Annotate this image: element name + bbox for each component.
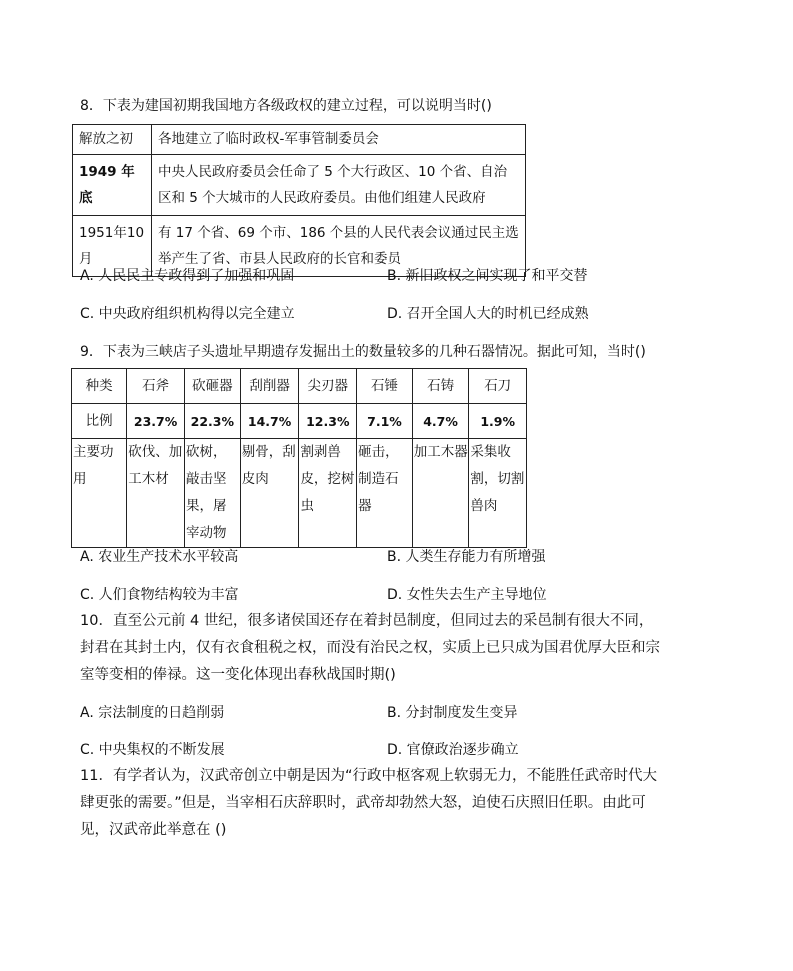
- q9-use-cell: 主要功用: [72, 439, 127, 548]
- q9-header-cell: 尖刃器: [299, 369, 357, 404]
- q9-header-cell: 种类: [72, 369, 127, 404]
- q9-header-cell: 石斧: [127, 369, 185, 404]
- q9-use-cell: 砍伐、加工木材: [127, 439, 185, 548]
- q9-header-cell: 石铸: [412, 369, 469, 404]
- q9-ratio-cell: 22.3%: [184, 404, 240, 439]
- table-row: [72, 439, 527, 548]
- q9-header-cell: 砍砸器: [184, 369, 240, 404]
- table-row: [73, 125, 526, 155]
- q9-ratio-cell: 7.1%: [357, 404, 413, 439]
- q10-option-d: D. 官僚政治逐步确立: [387, 742, 519, 758]
- q9-header-cell: 石锤: [357, 369, 413, 404]
- q8-option-d: D. 召开全国人大的时机已经成熟: [387, 306, 589, 322]
- q10-stem: 10．直至公元前 4 世纪，很多诸侯国还存在着封邑制度，但同过去的采邑制有很大不同，封君在其封土内，仅有衣食租税之权，而没有治民之权，实质上已只成为国君优厚大臣和宗室等变相的俸禄。这一变化体现出春秋战国时期(): [80, 613, 660, 683]
- q8-text-1: 各地建立了临时政权-军事管制委员会: [152, 125, 526, 155]
- table-row: [72, 369, 527, 404]
- q9-use-cell: 剔骨，刮皮肉: [240, 439, 299, 548]
- q9-table: [71, 368, 527, 548]
- q9-ratio-cell: 14.7%: [240, 404, 299, 439]
- table-row: [72, 404, 527, 439]
- q9-option-a: A. 农业生产技术水平较高: [80, 549, 239, 565]
- q8-text-3: 有 17 个省、69 个市、186 个县的人民代表会议通过民主选举产生了省、市县人民政府的长官和委员: [152, 216, 526, 277]
- q9-ratio-cell: 比例: [72, 404, 127, 439]
- q9-use-cell: 砍树，敲击坚果，屠宰动物: [184, 439, 240, 548]
- q10-option-a: A. 宗法制度的日趋削弱: [80, 705, 225, 721]
- q8-period-1: 解放之初: [73, 125, 152, 155]
- q9-use-cell: 采集收割，切割兽肉: [469, 439, 527, 548]
- q9-option-d: D. 女性失去生产主导地位: [387, 587, 547, 603]
- q9-ratio-cell: 23.7%: [127, 404, 185, 439]
- table-row: [73, 155, 526, 216]
- q9-option-c: C. 人们食物结构较为丰富: [80, 587, 239, 603]
- q9-stem: 9．下表为三峡店子头遗址早期遗存发掘出土的数量较多的几种石器情况。据此可知，当时(): [80, 344, 646, 360]
- q10-option-b: B. 分封制度发生变异: [387, 705, 518, 721]
- q9-use-cell: 加工木器: [412, 439, 469, 548]
- q8-option-a: A. 人民民主专政得到了加强和巩固: [80, 268, 295, 284]
- q8-option-b: B. 新旧政权之间实现了和平交替: [387, 268, 588, 284]
- q8-text-2: 中央人民政府委员会任命了 5 个大行政区、10 个省、自治区和 5 个大城市的人民政府委员。由他们组建人民政府: [152, 155, 526, 216]
- q9-header-cell: 石刀: [469, 369, 527, 404]
- q9-use-cell: 割剥兽皮，挖树虫: [299, 439, 357, 548]
- q10-option-c: C. 中央集权的不断发展: [80, 742, 225, 758]
- q8-table: [72, 124, 526, 277]
- q9-use-cell: 砸击，制造石器: [357, 439, 413, 548]
- q9-ratio-cell: 1.9%: [469, 404, 527, 439]
- q9-header-cell: 刮削器: [240, 369, 299, 404]
- q9-ratio-cell: 4.7%: [412, 404, 469, 439]
- q9-option-b: B. 人类生存能力有所增强: [387, 549, 546, 565]
- q8-option-c: C. 中央政府组织机构得以完全建立: [80, 306, 295, 322]
- q11-stem: 11．有学者认为，汉武帝创立中朝是因为“行政中枢客观上软弱无力，不能胜任武帝时代大肆更张的需要。”但是，当宰相石庆辞职时，武帝却勃然大怒，迫使石庆照旧任职。由此可见，汉武帝此举意在 (): [80, 768, 657, 838]
- q8-stem: 8．下表为建国初期我国地方各级政权的建立过程，可以说明当时(): [80, 98, 492, 114]
- q8-period-2: 1949 年底: [73, 155, 152, 216]
- q8-period-3: 1951年10月: [73, 216, 152, 277]
- q9-ratio-cell: 12.3%: [299, 404, 357, 439]
